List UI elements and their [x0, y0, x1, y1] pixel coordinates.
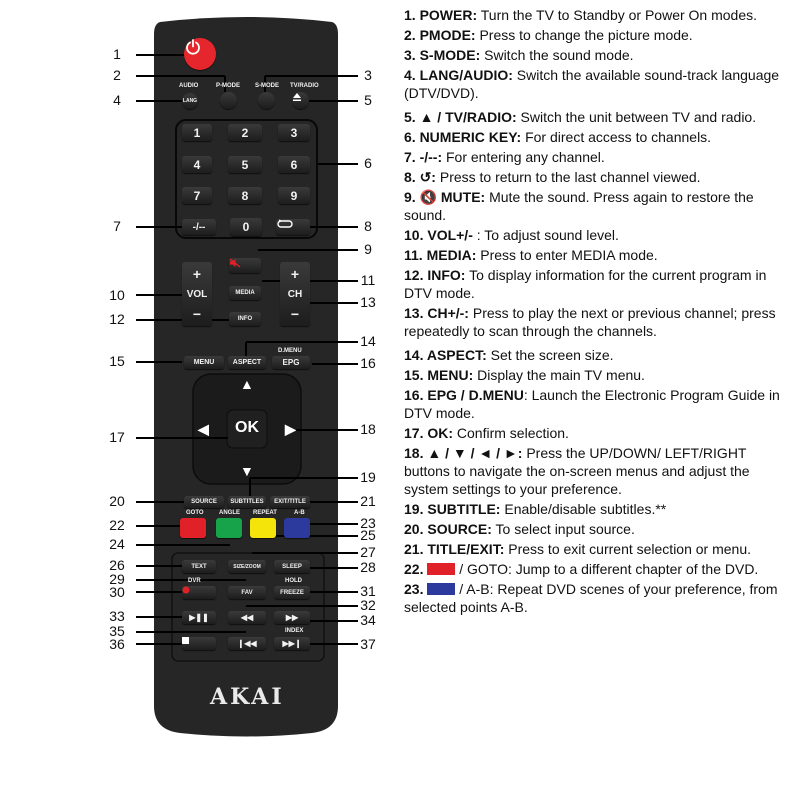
legend-label: 7. -/--: — [404, 149, 443, 165]
legend-text: Press to play the next or previous channel; press repeatedly to scan through the channels. — [404, 305, 776, 339]
lang-button[interactable]: LANG — [182, 93, 198, 109]
callout-28: 28 — [360, 559, 376, 575]
tvradio-label: TV/RADIO — [290, 83, 319, 89]
legend-item — [404, 128, 796, 146]
eject-icon — [292, 92, 302, 102]
legend-label: 15. MENU: — [404, 367, 474, 383]
legend-label: 4. LANG/AUDIO: — [404, 67, 513, 83]
legend-label: 5. ▲ / TV/RADIO: — [404, 109, 517, 125]
callout-29: 29 — [109, 571, 125, 587]
aspect-button[interactable]: ASPECT — [228, 356, 266, 369]
legend-label: 22. — [404, 561, 424, 577]
legend-text: Enable/disable subtitles.** — [500, 501, 667, 517]
callout-18: 18 — [360, 421, 376, 437]
red-goto-button[interactable] — [180, 518, 206, 538]
next-button[interactable] — [274, 637, 310, 650]
legend-text: Switch the sound mode. — [480, 47, 634, 63]
legend-label: 16. EPG / D.MENU — [404, 387, 524, 403]
color-swatch — [427, 563, 455, 575]
volume-rocker — [182, 262, 212, 326]
legend-text: Confirm selection. — [453, 425, 569, 441]
callout-25: 25 — [360, 527, 376, 543]
pmode-label: P-MODE — [216, 83, 240, 89]
legend-text: / A-B: Repeat DVD scenes of your preference, from selected points A-B. — [404, 581, 778, 615]
previous-button[interactable] — [228, 637, 266, 650]
legend-item — [404, 46, 796, 64]
legend-item — [404, 366, 796, 384]
index-label: INDEX — [285, 628, 304, 634]
play-pause-button[interactable] — [182, 611, 216, 624]
legend-text: To display information for the current program in DTV mode. — [404, 267, 767, 301]
previous-icon: ❙◀◀ — [237, 639, 257, 648]
callout-5: 5 — [364, 92, 372, 108]
legend-item — [404, 188, 796, 224]
smode-label: S-MODE — [255, 83, 279, 89]
green-angle-button[interactable] — [216, 518, 242, 538]
legend-item — [404, 148, 796, 166]
menu-button[interactable]: MENU — [184, 356, 224, 369]
legend-text: Press the UP/DOWN/ LEFT/RIGHT buttons to navigate the on-screen menus and adjust the system settings to your preference. — [404, 445, 750, 497]
sleep-button[interactable]: SLEEP — [274, 560, 310, 573]
ab-label: A-B — [294, 510, 305, 516]
callout-21: 21 — [360, 493, 376, 509]
key-0[interactable]: 0 — [230, 218, 262, 236]
legend-text: Press to change the picture mode. — [475, 27, 693, 43]
callout-31: 31 — [360, 583, 376, 599]
callout-19: 19 — [360, 469, 376, 485]
callout-26: 26 — [109, 557, 125, 573]
info-button[interactable]: INFO — [229, 312, 261, 326]
callout-23: 23 — [360, 515, 376, 531]
legend-item — [404, 246, 796, 264]
key-1[interactable]: 1 — [182, 124, 212, 141]
legend-text: Turn the TV to Standby or Power On modes. — [477, 7, 758, 23]
callout-36: 36 — [109, 636, 125, 652]
legend-item — [404, 540, 796, 558]
mute-button[interactable] — [229, 258, 261, 273]
legend-label: 14. ASPECT: — [404, 347, 487, 363]
exit-title-button[interactable]: EXIT/TITLE — [270, 496, 310, 508]
channel-up-button[interactable]: + — [290, 266, 300, 282]
legend-text: Set the screen size. — [486, 347, 614, 363]
nav-down-button[interactable]: ▼ — [240, 463, 254, 479]
legend-text: : To adjust sound level. — [472, 227, 619, 243]
legend-text: / GOTO: Jump to a different chapter of the DVD. — [455, 561, 759, 577]
media-button[interactable]: MEDIA — [229, 286, 261, 300]
nav-right-button[interactable]: ▶ — [285, 421, 296, 437]
legend-item — [404, 560, 796, 578]
callout-20: 20 — [109, 493, 125, 509]
callout-32: 32 — [360, 597, 376, 613]
audio-label: AUDIO — [179, 83, 199, 89]
callout-24: 24 — [109, 536, 125, 552]
return-button[interactable] — [276, 219, 310, 235]
channel-rocker — [280, 262, 310, 326]
tvradio-button[interactable] — [292, 92, 309, 109]
legend-label: 8. ↺: — [404, 169, 436, 185]
callout-27: 27 — [360, 544, 376, 560]
legend-text: Press to exit current selection or menu. — [504, 541, 752, 557]
legend-label: 21. TITLE/EXIT: — [404, 541, 505, 557]
ok-button[interactable]: OK — [235, 419, 259, 436]
repeat-label: REPEAT — [253, 510, 277, 516]
key-7[interactable]: 7 — [182, 187, 212, 204]
subtitles-button[interactable]: SUBTITLES — [228, 496, 266, 508]
callout-3: 3 — [364, 67, 372, 83]
legend-item — [404, 444, 796, 498]
mute-icon — [229, 258, 241, 268]
legend-text: For entering any channel. — [442, 149, 605, 165]
callout-14: 14 — [360, 333, 376, 349]
key-8[interactable]: 8 — [228, 187, 262, 204]
next-icon: ▶▶❙ — [282, 639, 302, 648]
legend-item — [404, 386, 796, 422]
brand-logo: AKAI — [210, 684, 285, 710]
legend-label: 1. POWER: — [404, 7, 478, 23]
callout-35: 35 — [109, 623, 125, 639]
callout-37: 37 — [360, 636, 376, 652]
volume-label: VOL — [186, 288, 208, 300]
legend-item — [404, 520, 796, 538]
legend-item — [404, 266, 796, 302]
legend-label: 13. CH+/-: — [404, 305, 469, 321]
legend-text: Press to enter MEDIA mode. — [476, 247, 658, 263]
pmode-button[interactable] — [220, 92, 237, 109]
rewind-icon: ◀◀ — [240, 613, 254, 622]
epg-button[interactable]: EPG — [272, 356, 310, 369]
rewind-button[interactable] — [228, 611, 266, 624]
key-9[interactable]: 9 — [278, 187, 310, 204]
return-icon — [276, 219, 294, 229]
legend-label: 6. NUMERIC KEY: — [404, 129, 522, 145]
legend-text: Mute the sound. Press again to restore the sound. — [404, 189, 754, 223]
legend-label: 23. — [404, 581, 424, 597]
color-swatch — [427, 583, 455, 595]
legend-text: To select input source. — [491, 521, 635, 537]
legend-label: 11. MEDIA: — [404, 247, 477, 263]
nav-up-button[interactable]: ▲ — [240, 376, 254, 392]
callout-9: 9 — [364, 241, 372, 257]
legend-item — [404, 424, 796, 442]
legend-label: 20. SOURCE: — [404, 521, 492, 537]
callout-4: 4 — [113, 92, 121, 108]
volume-up-button[interactable]: + — [192, 266, 202, 282]
legend-text: Press to return to the last channel viewed. — [435, 169, 701, 185]
legend-label: 17. OK: — [404, 425, 454, 441]
remote-drawing — [0, 0, 380, 800]
record-button[interactable] — [182, 586, 216, 599]
callout-15: 15 — [109, 353, 125, 369]
key-2[interactable]: 2 — [228, 124, 262, 141]
legend-label: 3. S-MODE: — [404, 47, 481, 63]
legend-text: Switch the available sound-track language (DTV/DVD). — [404, 67, 780, 101]
callout-8: 8 — [364, 218, 372, 234]
callout-22: 22 — [109, 517, 125, 533]
legend-text: : Launch the Electronic Program Guide in DTV mode. — [404, 387, 780, 421]
channel-down-button[interactable]: − — [290, 306, 300, 322]
stop-icon — [182, 637, 189, 644]
callout-17: 17 — [109, 429, 125, 445]
angle-label: ANGLE — [219, 510, 240, 516]
legend-item — [404, 66, 796, 102]
legend-text: Switch the unit between TV and radio. — [516, 109, 757, 125]
legend-label: 10. VOL+/- — [404, 227, 473, 243]
callout-30: 30 — [109, 584, 125, 600]
legend-item — [404, 304, 796, 340]
power-button[interactable] — [184, 38, 216, 70]
key-4[interactable]: 4 — [182, 156, 212, 173]
legend-label: 19. SUBTITLE: — [404, 501, 501, 517]
channel-label: CH — [287, 288, 303, 300]
dash-button[interactable]: -/-- — [182, 219, 216, 235]
fav-button[interactable]: FAV — [228, 586, 266, 599]
play-pause-icon: ▶❚❚ — [189, 613, 209, 622]
record-icon — [182, 586, 190, 594]
hold-label: HOLD — [285, 578, 302, 584]
callout-6: 6 — [364, 155, 372, 171]
legend-label: 12. INFO: — [404, 267, 466, 283]
remote-control — [0, 0, 380, 800]
legend-label: 18. ▲ / ▼ / ◄ / ►: — [404, 445, 523, 461]
callout-11: 11 — [360, 272, 376, 288]
volume-down-button[interactable]: − — [192, 306, 202, 322]
legend-item — [404, 500, 796, 518]
legend-item — [404, 226, 796, 244]
callout-12: 12 — [109, 311, 125, 327]
key-6[interactable]: 6 — [278, 156, 310, 173]
dmenu-label: D.MENU — [278, 348, 302, 354]
callout-33: 33 — [109, 608, 125, 624]
legend-item — [404, 168, 796, 186]
callout-2: 2 — [113, 67, 121, 83]
key-3[interactable]: 3 — [278, 124, 310, 141]
yellow-repeat-button[interactable] — [250, 518, 276, 538]
legend-label: 2. PMODE: — [404, 27, 476, 43]
text-button[interactable]: TEXT — [182, 560, 216, 573]
callout-10: 10 — [109, 287, 125, 303]
legend-item — [404, 26, 796, 44]
goto-label: GOTO — [186, 510, 204, 516]
dvr-label: DVR — [188, 578, 201, 584]
legend-item — [404, 108, 796, 126]
legend-item — [404, 580, 796, 616]
size-zoom-button[interactable]: SIZE/ZOOM — [228, 560, 266, 573]
legend-label: 9. 🔇 MUTE: — [404, 189, 486, 205]
key-5[interactable]: 5 — [228, 156, 262, 173]
legend-text: For direct access to channels. — [521, 129, 712, 145]
legend — [404, 6, 796, 618]
freeze-button[interactable]: FREEZE — [274, 586, 310, 599]
smode-button[interactable] — [258, 92, 275, 109]
fast-forward-button[interactable] — [274, 611, 310, 624]
callout-16: 16 — [360, 355, 376, 371]
power-icon — [184, 38, 202, 56]
legend-text: Display the main TV menu. — [473, 367, 645, 383]
legend-item — [404, 6, 796, 24]
nav-left-button[interactable]: ◀ — [198, 421, 209, 437]
callout-1: 1 — [113, 46, 121, 62]
callout-13: 13 — [360, 294, 376, 310]
source-button[interactable]: SOURCE — [184, 496, 224, 508]
stop-button[interactable] — [182, 637, 216, 650]
callout-7: 7 — [113, 218, 121, 234]
callout-34: 34 — [360, 612, 376, 628]
fast-forward-icon: ▶▶ — [285, 613, 299, 622]
blue-ab-button[interactable] — [284, 518, 310, 538]
legend-item — [404, 346, 796, 364]
